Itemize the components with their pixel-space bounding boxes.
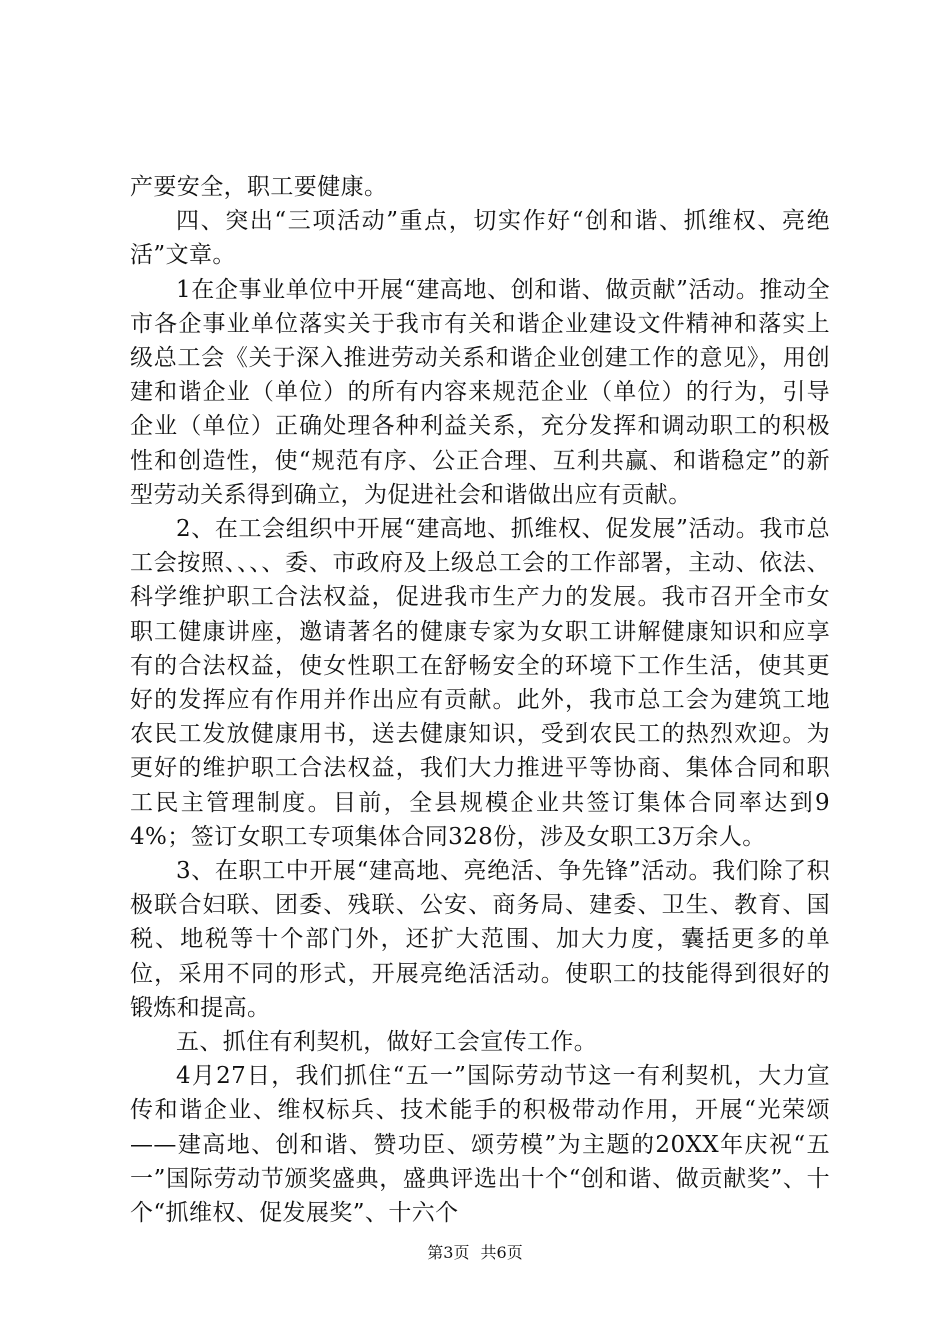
paragraph-6: 五、抓住有利契机，做好工会宣传工作。	[176, 1029, 598, 1056]
page-total: 共6页	[480, 1243, 523, 1262]
paragraph-7: 4月27日，我们抓住“五一”国际劳动节这一有利契机，大力宣传和谐企业、维权标兵、技术能手的积极带动作用，开展“光荣颂——建高地、创和谐、赞功臣、颂劳模”为主题的20XX年庆祝“五一”国际劳动节颁奖盛典，盛典评选出十个“创和谐、做贡献奖”、十个“抓维权、促发展奖”、十六个	[130, 1063, 830, 1227]
page-number: 第3页	[427, 1243, 470, 1262]
paragraph-2: 四、突出“三项活动”重点，切实作好“创和谐、抓维权、亮绝活”文章。	[130, 208, 830, 269]
paragraph-4: 2、在工会组织中开展“建高地、抓维权、促发展”活动。我市总工会按照、、、、委、市政府及上级总工会的工作部署，主动、依法、科学维护职工合法权益，促进我市生产力的发展。我市召开全市女职工健康讲座，邀请著名的健康专家为女职工讲解健康知识和应享有的合法权益，使女性职工在舒畅安全的环境下工作生活，使其更好的发挥应有作用并作出应有贡献。此外，我市总工会为建筑工地农民工发放健康用书，送去健康知识，受到农民工的热烈欢迎。为更好的维护职工合法权益，我们大力推进平等协商、集体合同和职工民主管理制度。目前，全县规模企业共签订集体合同率达到94%；签订女职工专项集体合同328份，涉及女职工3万余人。	[130, 516, 830, 850]
paragraph-5: 3、在职工中开展“建高地、亮绝活、争先锋”活动。我们除了积极联合妇联、团委、残联、公安、商务局、建委、卫生、教育、国税、地税等十个部门外，还扩大范围、加大力度，囊括更多的单位，采用不同的形式，开展亮绝活活动。使职工的技能得到很好的锻炼和提高。	[130, 858, 830, 1021]
document-body	[130, 170, 830, 1230]
paragraph-3: 1在企事业单位中开展“建高地、创和谐、做贡献”活动。推动全市各企事业单位落实关于我市有关和谐企业建设文件精神和落实上级总工会《关于深入推进劳动关系和谐企业创建工作的意见》，用创建和谐企业（单位）的所有内容来规范企业（单位）的行为，引导企业（单位）正确处理各种利益关系，充分发挥和调动职工的积极性和创造性，使“规范有序、公正合理、互利共赢、和谐稳定”的新型劳动关系得到确立，为促进社会和谐做出应有贡献。	[130, 276, 830, 508]
page-footer	[0, 1243, 950, 1263]
paragraph-1: 产要安全，职工要健康。	[130, 174, 388, 200]
